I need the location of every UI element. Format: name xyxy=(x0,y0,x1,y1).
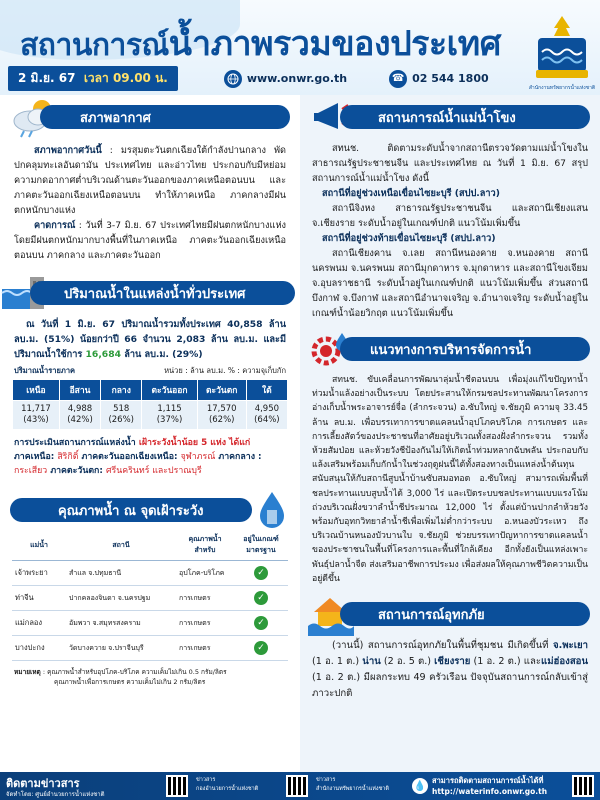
mekong-header xyxy=(300,95,600,137)
phone-icon: ☎ xyxy=(389,70,407,88)
water-volume-heading: ปริมาณน้ำในแหล่งน้ำทั่วประเทศ xyxy=(30,281,295,305)
quality-row xyxy=(12,586,288,611)
region-name: อีสาน xyxy=(59,380,100,401)
qr2-a: ข่าวสาร xyxy=(316,777,336,783)
header xyxy=(0,0,600,95)
check-icon: ✓ xyxy=(254,591,268,605)
today-label: สภาพอากาศวันนี้ xyxy=(34,145,102,156)
qr1-a: ข่าวสาร xyxy=(196,777,216,783)
region-header-row xyxy=(13,380,288,401)
globe-icon xyxy=(224,70,242,88)
quality-row xyxy=(12,636,288,661)
phone-info[interactable] xyxy=(389,70,489,88)
forecast-label: คาดการณ์ xyxy=(34,220,76,231)
quality-station: วัดบางควาย จ.ปราจีนบุรี xyxy=(66,636,176,661)
qr-code-1[interactable] xyxy=(166,775,188,797)
flood-header xyxy=(300,592,600,634)
waterinfo-url[interactable]: http://waterinfo.onwr.go.th xyxy=(432,787,548,796)
region-percent: (64%) xyxy=(254,415,280,425)
col-use: คุณภาพน้ำสำหรับ xyxy=(176,530,234,561)
right-column xyxy=(300,95,600,772)
check-icon: ✓ xyxy=(254,616,268,630)
follow-label: ติดตามข่าวสาร xyxy=(6,777,80,790)
date-badge xyxy=(8,66,178,91)
region-volume: 4,988 xyxy=(67,404,93,414)
website-link[interactable]: www.onwr.go.th xyxy=(246,72,348,85)
central-value: กระเสียว xyxy=(14,466,48,476)
made-by: จัดทำโดย: ศูนย์อำนวยการน้ำแห่งชาติ xyxy=(6,791,105,798)
management-header xyxy=(300,327,600,369)
downstream-text: สถานีเชียงคาน จ.เลย สถานีหนองคาย จ.หนองคาย สถานีนครพนม จ.นครพนม สถานีมุกดาหาร จ.มุกดาหาร และสถานีโขงเจียม จ.อุบลราชธานี ระดับน้ำอยู่ในเกณฑ์ปกติ แนวโน้มเพิ่มขึ้น ส่วนสถานีบึงกาฬ จ.บึงกาฬ และสถานีอำนาจเจริญ จ.อำนาจเจริญ ระดับน้ำอยู่ในเกณฑ์น้ำน้อยวิกฤต แนวโน้มเพิ่มขึ้น xyxy=(312,248,588,319)
usable-volume: 16,684 xyxy=(85,349,121,360)
region-percent: (43%) xyxy=(23,415,49,425)
note-a: : คุณภาพน้ำสำหรับอุปโภค-บริโภค ความเค็มไม่เกิน 0.5 กรัม/ลิตร xyxy=(40,668,227,676)
region-percent: (37%) xyxy=(156,415,183,425)
website-info[interactable] xyxy=(224,70,347,88)
quality-row xyxy=(12,611,288,636)
table-title: ปริมาณน้ำรายภาค xyxy=(14,366,76,375)
check-icon: ✓ xyxy=(254,641,268,655)
weather-header xyxy=(0,95,300,137)
quality-use: การเกษตร xyxy=(176,611,234,636)
region-value xyxy=(197,401,246,430)
quality-use: การเกษตร xyxy=(176,636,234,661)
water-volume-header xyxy=(0,271,300,313)
flood-detail-4: (1 อ. 2 ต.) มีผลกระทบ 49 ครัวเรือน ปัจจุบันสถานการณ์กลับเข้าสู่ภาวะปกติ xyxy=(312,672,588,700)
table-caption xyxy=(0,362,300,379)
quality-river: เจ้าพระยา xyxy=(12,561,66,586)
logo-caption: สำนักงานทรัพยากรน้ำแห่งชาติ xyxy=(528,85,596,91)
management-heading: แนวทางการบริหารจัดการน้ำ xyxy=(340,337,590,361)
alert-label: การประเมินสถานการณ์แหล่งน้ำ xyxy=(14,438,139,448)
management-text: สทนช. ขับเคลื่อนการพัฒนาลุ่มน้ำชีตอนบน เพื่อมุ่งแก้ไขปัญหาน้ำท่วมน้ำแล้งอย่างเป็นระบบ โดยประสานให้กรมชลประทานพัฒนาโครงการอ่างเก็บน้ำพระอาจารย์จื่อ (ลำกระจวน) อ.ซับใหญ่ จ.ชัยภูมิ ความจุ 33.45 ล้าน ลบ.ม. เพื่อบรรเทาการขาดแคลนน้ำอุปโภคบริโภค การเกษตร และการเลี้ยงสัตว์ของประชาชนที่อาศัยอยู่บริเวณทั้งสองฝั่งลำกระจวน รวมทั้งห้วยสัมป่อย และห้วยวังชีป้องกันไม่ให้เกิดน้ำท่วมหลากฉับพลัน ประกอบกับแล้งเสริมพร้อมเก็บกักน้ำในช่วงฤดูฝนนี้ได้ทั้งสองทางเป็นแหล่งน้ำต้นทุนสนับสนุนให้กับสถานีสูบน้ำบ้านซับสมอทอด อ.ซับใหญ่ สามารถเพิ่มพื้นที่ชลประทานแบบสูบน้ำได้ 3,000 ไร่ และเปิดระบบชลประทานแบบแรงโน้มถ่วงบริเวณฝั่งขวาลำน้ำชีประมาณ 12,000 ไร่ ตั้งแต่บ้านปากลำห้วยวังพร้อมกับอุทกวิทยาลำน้ำชีเพื่อเพิ่มไม่ต่ำกว่าระบบ อ.หนองบัวระเหว ถึงบริเวณบ้านหนองบัวบานใบ จ.ชัยภูมิ ช่วยบรรเทาปัญหาการขาดแคลนน้ำของประชาชนในพื้นที่โครงการและพื้นที่ใกล้เคียง อีกทั้งยังเป็นแหล่งเพาะพันธุ์ปลาน้ำจืด ส่งเสริมอาชีพการประมง เพื่อส่งผลให้คุณภาพชีวิตความเป็นอยู่ดีขึ้น xyxy=(312,375,588,584)
quality-table xyxy=(12,530,288,661)
region-value xyxy=(13,401,60,430)
west-value: ศรีนครินทร์ และปราณบุรี xyxy=(105,466,202,476)
region-volume: 1,115 xyxy=(157,404,182,414)
weather-heading: สภาพอากาศ xyxy=(40,105,290,129)
quality-heading: คุณภาพน้ำ ณ จุดเฝ้าระวัง xyxy=(10,498,252,522)
follow2-label: สามารถติดตามสถานการณ์น้ำได้ที่ xyxy=(432,776,544,785)
downstream-heading: สถานีที่อยู่ช่วงท้ายเขื่อนไซยะบุรี (สปป.ลาว) xyxy=(322,233,496,244)
region-value xyxy=(246,401,287,430)
page-title xyxy=(20,16,501,70)
volume-line-b: ล้าน ลบ.ม. (29%) xyxy=(121,349,203,360)
quality-station: สำแล จ.ปทุมธานี xyxy=(66,561,176,586)
today-text: : มรสุมตะวันตกเฉียงใต้กำลังปานกลาง พัดปกคลุมทะเลอันดามัน ประเทศไทย และอ่าวไทย ประกอบกับมีหย่อมความกดอากาศต่ำบริเวณด้านตะวันออกของภาคเหนือตอนบน และภาคตะวันออกเฉียงเหนือตอนบน ทำให้ภาคเหนือ ภาคกลางมีฝนตกหนักบางแห่ง xyxy=(14,145,286,216)
region-table xyxy=(12,379,288,430)
weather-forecast xyxy=(0,218,300,263)
region-volume: 518 xyxy=(113,404,130,414)
quality-station: ปากคลองจินดา จ.นครปฐม xyxy=(66,586,176,611)
flood-text xyxy=(300,634,600,702)
region-percent: (26%) xyxy=(108,415,134,425)
north-label: ภาคเหนือ: xyxy=(14,452,58,462)
region-percent: (42%) xyxy=(67,415,93,425)
water-test-icon xyxy=(246,488,298,532)
mekong-upstream xyxy=(300,186,600,201)
flood-province-1: จ.พะเยา xyxy=(552,640,588,652)
mekong-heading: สถานการณ์น้ำแม่น้ำโขง xyxy=(340,105,590,129)
quality-station: อัมพวา จ.สมุทรสงคราม xyxy=(66,611,176,636)
onwr-logo xyxy=(530,12,594,84)
upstream-heading: สถานีที่อยู่ช่วงเหนือเขื่อนไซยะบุรี (สปป.ลาว) xyxy=(322,188,500,199)
quality-river: บางปะกง xyxy=(12,636,66,661)
title-part-b: น้ำภาพรวมของประเทศ xyxy=(168,24,501,64)
time-text: เวลา 09.00 น. xyxy=(83,71,168,85)
west-label: ภาคตะวันตก: xyxy=(47,466,106,476)
footer xyxy=(0,772,600,800)
volume-line-a: ณ วันที่ 1 มิ.ย. 67 ปริมาณน้ำรวมทั้งประเทศ 40,858 ล้าน ลบ.ม. (51%) น้อยกว่าปี 66 จำนวน 2,083 ล้าน ลบ.ม. และมีปริมาณน้ำใช้การ xyxy=(14,319,286,360)
central-label: ภาคกลาง : xyxy=(215,452,262,462)
date-text: 2 มิ.ย. 67 xyxy=(18,71,76,85)
quality-standard xyxy=(234,611,288,636)
alert-text: เฝ้าระวังน้ำน้อย 5 แห่ง ได้แก่ xyxy=(138,438,251,448)
quality-header xyxy=(0,488,300,530)
qr-code-2[interactable] xyxy=(286,775,308,797)
quality-standard xyxy=(234,586,288,611)
weather-today xyxy=(0,137,300,218)
upstream-text: สถานีจิงหง สาธารณรัฐประชาชนจีน และสถานีเชียงแสน จ.เชียงราย ระดับน้ำอยู่ในเกณฑ์ปกติ แนวโน้มเพิ่มขึ้น xyxy=(312,203,588,229)
note-b: คุณภาพน้ำเพื่อการเกษตร ความเค็มไม่เกิน 2 กรัม/ลิตร xyxy=(54,678,206,686)
waterinfo-block[interactable] xyxy=(432,775,547,797)
region-name: ตะวันตก xyxy=(197,380,246,401)
region-name: ใต้ xyxy=(246,380,287,401)
note-label: หมายเหตุ xyxy=(14,668,41,676)
flood-province-3: เชียงราย xyxy=(434,656,471,668)
meta-row xyxy=(8,66,489,91)
qr2-b: สำนักงานทรัพยากรน้ำแห่งชาติ xyxy=(316,786,389,792)
quality-note xyxy=(0,661,300,687)
quality-use: อุปโภค-บริโภค xyxy=(176,561,234,586)
title-part-a: สถานการณ์ xyxy=(20,28,169,63)
quality-river: ท่าจีน xyxy=(12,586,66,611)
region-volume: 11,717 xyxy=(21,404,51,414)
quality-header-row xyxy=(12,530,288,561)
north-value: สิริกิติ์ xyxy=(57,452,79,462)
mekong-intro: สทนช. ติดตามระดับน้ำจากสถานีตรวจวัดตามแม่น้ำโขงในสาธารณรัฐประชาชนจีน และประเทศไทย ณ วันที่ 1 มิ.ย. 67 สรุปสถานการณ์น้ำแม่น้ำโขง ดังนี้ xyxy=(312,143,588,184)
region-name: ตะวันออก xyxy=(142,380,197,401)
quality-standard xyxy=(234,561,288,586)
region-volume: 17,570 xyxy=(206,404,237,414)
flood-detail-2: (2 อ. 5 ต.) xyxy=(380,656,435,668)
region-value-row xyxy=(13,401,288,430)
region-value xyxy=(142,401,197,430)
quality-river: แม่กลอง xyxy=(12,611,66,636)
flood-heading: สถานการณ์อุทกภัย xyxy=(340,602,590,626)
region-percent: (62%) xyxy=(208,415,235,425)
col-standard: อยู่ในเกณฑ์มาตรฐาน xyxy=(234,530,288,561)
reservoir-alert xyxy=(0,430,300,478)
quality-row xyxy=(12,561,288,586)
flood-province-2: น่าน xyxy=(362,656,381,668)
region-volume: 4,950 xyxy=(254,404,280,414)
water-info-icon: 💧 xyxy=(412,778,428,794)
flood-intro: (วานนี้) สถานการณ์อุทกภัยในพื้นที่ชุมชน มีเกิดขึ้นที่ xyxy=(332,640,553,652)
flood-province-4: แม่ฮ่องสอน xyxy=(541,656,589,668)
check-icon: ✓ xyxy=(254,566,268,580)
region-value xyxy=(59,401,100,430)
left-column xyxy=(0,95,300,772)
qr-caption-1 xyxy=(196,776,258,794)
quality-use: การเกษตร xyxy=(176,586,234,611)
region-value xyxy=(101,401,142,430)
ne-label: ภาคตะวันออกเฉียงเหนือ: xyxy=(78,452,181,462)
qr-caption-2 xyxy=(316,776,389,794)
mekong-downstream xyxy=(300,231,600,246)
forecast-text: : วันที่ 3-7 มิ.ย. 67 ประเทศไทยมีฝนตกหนักบางแห่ง โดยมีฝนตกหนักมากบางพื้นที่ในภาคเหนือ ภาคตะวันออกเฉียงเหนือตอนบน ภาคกลาง และภาคตะวันออก xyxy=(14,220,286,261)
quality-standard xyxy=(234,636,288,661)
phone-number[interactable]: 02 544 1800 xyxy=(412,72,489,85)
qr1-b: กองอำนวยการน้ำแห่งชาติ xyxy=(196,786,259,792)
region-name: กลาง xyxy=(101,380,142,401)
col-river: แม่น้ำ xyxy=(12,530,66,561)
unit-note: หน่วย : ล้าน ลบ.ม. % : ความจุเก็บกัก xyxy=(164,366,286,375)
flood-detail-3: (1 อ. 2 ต.) และ xyxy=(470,656,542,668)
region-name: เหนือ xyxy=(13,380,60,401)
water-volume-summary xyxy=(0,313,300,362)
flood-detail-1: (1 อ. 1 ต.) xyxy=(312,656,363,668)
ne-value: จุฬาภรณ์ xyxy=(180,452,216,462)
qr-code-3[interactable] xyxy=(572,775,594,797)
col-station: สถานี xyxy=(66,530,176,561)
